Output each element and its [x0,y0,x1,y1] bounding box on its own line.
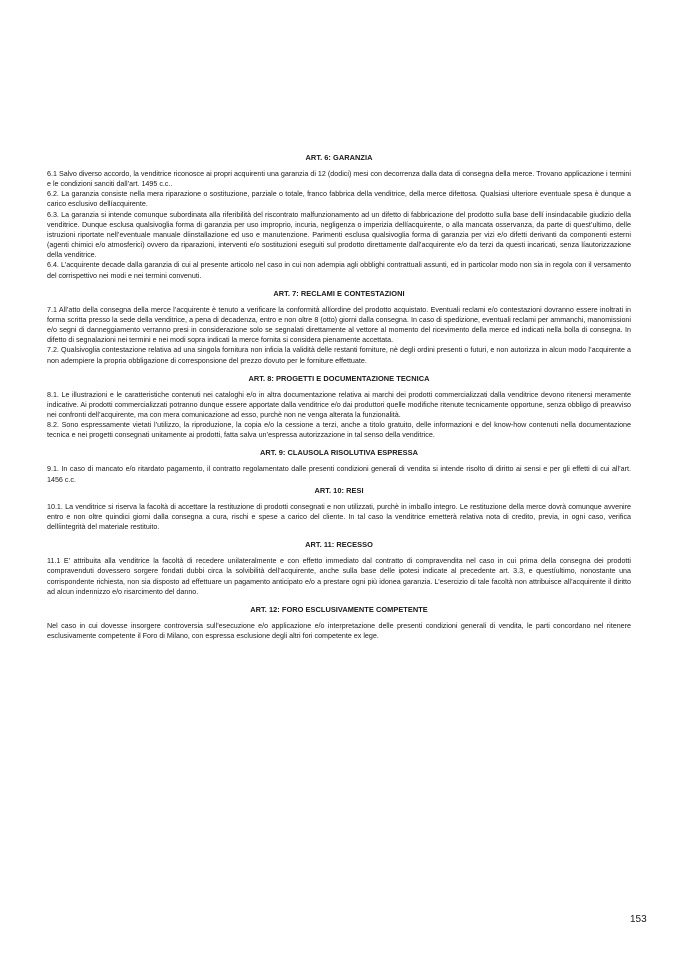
page-number: 153 [630,914,647,925]
article-title: ART. 9: CLAUSOLA RISOLUTIVA ESPRESSA [260,448,418,458]
article-title: ART. 10: RESI [314,485,364,495]
article-10-resi [47,486,631,532]
article-title: ART. 7: RECLAMI E CONTESTAZIONI [273,288,405,298]
article-title: ART. 6: GARANZIA [305,153,373,162]
article-11-recesso [47,540,631,597]
article-title: ART. 12: FORO ESCLUSIVAMENTE COMPETENTE [250,604,428,614]
paragraph-6-3: 6.3. La garanzia si intende comunque subordinata alla riferibilità del riscontrato malfunzionamento ad un difetto di fabbricazione del prodotto sulla base dellí insindacabile giudizio della venditrice. Dunque esclusa qualsivoglia forma di garanzia per uso improprio, incuria, negligenza o imperizia dellíacquirente, o alla mancata osservanza, da parte di quest’ultimo, delle istruzioni riportate nell’eventuale manuale díinstallazione ed uso e manutenzione. Parimenti esclusa qualsivoglia forma di garanzia per vizi e/o difetti derivanti da componenti esterni (agenti chimici e/o atmosferici) ovvero da riparazioni, interventi e/o sostituzioni eseguiti sul prodotto direttamente dall’acquirente e/o da terzi da questi incaricati, senza líautorizzazione della venditrice. [47,210,631,260]
paragraph-10-1: 10.1. La venditrice si riserva la facoltà di accettare la restituzione di prodotti consegnati e non utilizzati, purchè in imballo integro. Le restituzione della merce dovrà comunque avvenire entro e non oltre quindici giorni dalla consegna a cura, rischi e spese a carico del cliente. In tal caso la venditrice emetterà relativa nota di credito, previa, in ogni caso, verifica dellíintegrità del materiale restituito. [47,502,631,532]
paragraph-6-1: 6.1 Salvo diverso accordo, la venditrice riconosce ai propri acquirenti una garanzia di 12 (dodici) mesi con decorrenza dalla data di consegna della merce. Trovano applicazione i termini e le condizioni sanciti dall’art. 1495 c.c.. [47,170,631,189]
article-title: ART. 11: RECESSO [305,540,373,550]
paragraph-8-2: 8.2. Sono espressamente vietati l’utilizzo, la riproduzione, la copia e/o la cessione a terzi, anche a titolo gratuito, delle informazioni e del know-how contenuti nella documentazione tecnica e nei progetti consegnati unitamente ai prodotti, fatta salva un’espressa autorizzazione in tal senso della venditrice. [47,421,631,440]
article-6-garanzia [47,153,631,281]
paragraph-11-1: 11.1 E’ attribuita alla venditrice la facoltà di recedere unilateralmente e con effetto immediato dal contratto di compravendita nel caso in cui prima della consegna dei prodotti compravenduti dovessero sorgere fondati dubbi circa la solvibilità dell’acquirente, anche sulla base delle ipotesi indicate al precedente art. 3.3, e questíultimo, nonostante una corrispondente richiesta, non sia disposto ad effettuare un pagamento anticipato e/o a prestare ogni più idonea garanzia. L’esercizio di tale facoltà non attribuisce all’acquirente il diritto ad alcun indennizzo e/o risarcimento del danno. [47,557,631,596]
paragraph-8-1: 8.1. Le illustrazioni e le caratteristiche contenuti nei cataloghi e/o in altra documentazione relativa ai marchi dei prodotti commercializzati dalla venditrice devono ritenersi meramente indicative. Ai prodotti commercializzati potranno dunque essere apportate dalla venditrice e/o dai produttori quelle modifiche ritenute tecnicamente opportune, senza obbligo di preavviso nei confronti dell’acquirente, ma con mera comunicazione ad esso, purchè non ne venga alterata la funzionalità. [47,390,631,419]
article-8-progetti [47,374,631,441]
paragraph-7-2: 7.2. Qualsivoglia contestazione relativa ad una singola fornitura non inficia la validità delle restanti forniture, nè degli ordini presenti o futuri, e non autorizza in alcun modo l’acquirente a non adempiere la propria obbligazione di corresponsione del prezzo dovuto per le forniture effettuate. [47,346,631,365]
article-title: ART. 8: PROGETTI E DOCUMENTAZIONE TECNICA [248,373,430,383]
article-9-clausola [47,448,631,484]
paragraph-12-1: Nel caso in cui dovesse insorgere controversia sull’esecuzione e/o applicazione e/o interpretazione delle presenti condizioni generali di vendita, le parti concordano nel ritenere esclusivamente competente il Foro di Milano, con espressa esclusione degli altri fori competente ex lege. [47,621,631,640]
document-page [47,153,631,641]
article-12-foro [47,605,631,641]
paragraph-6-2: 6.2. La garanzia consiste nella mera riparazione o sostituzione, parziale o totale, franco fabbrica della venditrice, della merce difettosa. Qualsiasi ulteriore eventuale spesa è dunque a carico esclusivo dellíacquirente. [47,190,631,209]
paragraph-6-4: 6.4. L’acquirente decade dalla garanzia di cui al presente articolo nel caso in cui non adempia agli obblighi contrattuali assunti, ed in particolar modo non sia in regola con il versamento del corrispettivo nei modi e nei termini convenuti. [47,261,631,280]
article-7-reclami [47,289,631,366]
paragraph-7-1: 7.1 All’atto della consegna della merce l’acquirente è tenuto a verificare la conformità allíordine del prodotto acquistato. Eventuali reclami e/o contestazioni dovranno essere inoltrati in forma scritta presso la sede della venditrice, a pena di decadenza, entro e non oltre 8 (otto) giorni dalla consegna. In caso di spedizione, eventuali reclami per ammanchi, manomissioni e/o segni di danneggiamento verranno presi in considerazione solo se segnalati direttamente al vettore al momento del ricevimento della merce ed indicati nella bolla di consegna. In difetto di segnalazioni nei termini e nei modi sopra indicati la merce fornita si considera pienamente accettata. [47,305,631,345]
paragraph-9-1: 9.1. In caso di mancato e/o ritardato pagamento, il contratto regolamentato dalle presenti condizioni generali di vendita si intende risolto di diritto ai sensi e per gli effetti di cui all’art. 1456 c.c. [47,465,631,484]
